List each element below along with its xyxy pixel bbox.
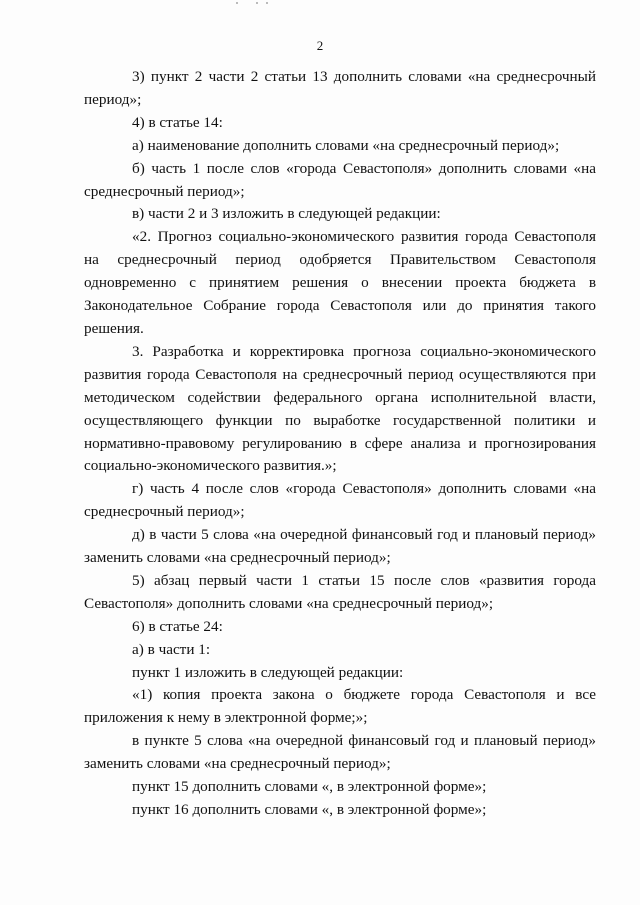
paragraph: пункт 16 дополнить словами «, в электронной форме»;	[132, 801, 487, 818]
paragraph: «1) копия проекта закона о бюджете города Севастополя и все приложения к нему в электронной форме;»;	[84, 686, 596, 727]
paragraph: «2. Прогноз социально-экономического развития города Севастополя на среднесрочный период одобряется Правительством Севастополя одновременно с принятием решения о внесении проекта бюджета в Законодательное Собрание города Севастополя или до принятия такого решения.	[84, 228, 596, 337]
paragraph: 6) в статье 24:	[132, 617, 223, 635]
paragraph: 5) абзац первый части 1 статьи 15 после слов «развития города Севастополя» дополнить словами «на среднесрочный период»;	[84, 571, 596, 612]
paragraph: 3) пункт 2 части 2 статьи 13 дополнить словами «на среднесрочный период»;	[84, 68, 596, 108]
paragraph: 4) в статье 14:	[132, 113, 223, 131]
paragraph: д) в части 5 слова «на очередной финансовый год и плановый период» заменить словами «на среднесрочный период»;	[84, 526, 596, 567]
document-body	[84, 66, 596, 822]
paragraph: 3. Разработка и корректировка прогноза социально-экономического развития города Севастополя на среднесрочный период осуществляются при методическом содействии федерального органа исполнительной власти, осуществляющего функции по выработке государственной политики и нормативно-правовому регулированию в сфере анализа и прогнозирования социально-экономического развития.»;	[84, 342, 596, 475]
paragraph: а) наименование дополнить словами «на среднесрочный период»;	[132, 136, 560, 154]
paragraph: в пункте 5 слова «на очередной финансовый год и плановый период» заменить словами «на среднесрочный период»;	[84, 732, 596, 773]
paragraph: а) в части 1:	[132, 640, 211, 658]
scan-artifact	[236, 2, 276, 5]
paragraph: пункт 1 изложить в следующей редакции:	[132, 663, 404, 681]
paragraph: б) часть 1 после слов «города Севастополя» дополнить словами «на среднесрочный период»;	[84, 159, 596, 200]
page-number: 2	[316, 38, 324, 53]
paragraph: г) часть 4 после слов «города Севастополя» дополнить словами «на среднесрочный период»;	[84, 480, 596, 521]
paragraph: в) части 2 и 3 изложить в следующей редакции:	[132, 205, 441, 223]
paragraph: пункт 15 дополнить словами «, в электронной форме»;	[132, 778, 487, 796]
